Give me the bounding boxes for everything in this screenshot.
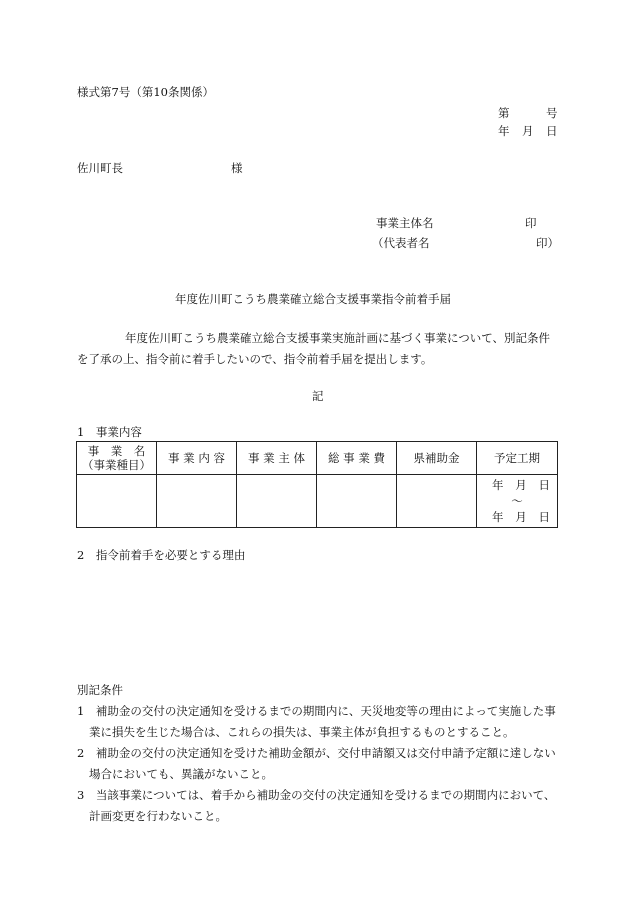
header-project-entity: 事 業 主 体 — [237, 442, 317, 475]
header-project-content: 事 業 内 容 — [157, 442, 237, 475]
addressee-name: 佐川町長 — [77, 161, 123, 175]
period-tilde: ～ — [511, 494, 523, 508]
section2-heading: 2 指令前着手を必要とする理由 — [77, 548, 246, 562]
representative-label: （代表者名 — [372, 236, 430, 250]
period-end-month: 月 — [515, 510, 527, 524]
form-number: 様式第7号（第10条関係） — [77, 85, 214, 99]
period-start-month: 月 — [515, 478, 527, 492]
date-month: 月 — [522, 124, 534, 138]
cell-project-name[interactable] — [77, 475, 157, 528]
condition-item-1: 1 補助金の交付の決定通知を受けるまでの期間内に、天災地変等の理由によって実施した事業に損失を生じた場合は、これらの損失は、事業主体が負担するものとすること。 — [77, 704, 556, 739]
period-end-year: 年 — [492, 510, 504, 524]
document-title: 年度佐川町こうち農業確立総合支援事業指令前着手届 — [175, 292, 451, 306]
applicant-label: 事業主体名 — [376, 216, 434, 230]
date-year: 年 — [498, 124, 510, 138]
body-text: 年度佐川町こうち農業確立総合支援事業実施計画に基づく事業について、別記条件を了承の上、指令前に着手したいので、指令前着手届を提出します。 — [77, 331, 551, 366]
section1-heading: 1 事業内容 — [77, 425, 142, 439]
doc-number-go: 号 — [546, 106, 558, 120]
applicant-seal: 印 — [525, 216, 537, 230]
header-project-name-line1: 事 業 名 — [87, 444, 146, 458]
condition-item-3: 3 当該事業については、着手から補助金の交付の決定通知を受けるまでの期間内において、計画変更を行わないこと。 — [77, 788, 556, 823]
conditions-heading: 別記条件 — [77, 683, 123, 697]
header-project-name-line2: （事業種目） — [82, 458, 151, 472]
header-total-cost: 総 事 業 費 — [317, 442, 397, 475]
header-scheduled-period: 予定工期 — [477, 442, 558, 475]
cell-total-cost[interactable] — [317, 475, 397, 528]
period-end — [477, 509, 557, 525]
cell-prefectural-subsidy[interactable] — [397, 475, 477, 528]
ki-label: 記 — [312, 389, 324, 403]
period-start — [477, 477, 557, 493]
condition-item-2: 2 補助金の交付の決定通知を受けた補助金額が、交付申請額又は交付申請予定額に達しない場合においても、異議がないこと。 — [77, 746, 556, 781]
cell-project-entity[interactable] — [237, 475, 317, 528]
cell-scheduled-period[interactable] — [477, 475, 558, 528]
header-prefectural-subsidy: 県補助金 — [397, 442, 477, 475]
table-header-row — [77, 442, 558, 475]
date-day: 日 — [546, 124, 558, 138]
addressee-honorific: 様 — [231, 161, 243, 175]
project-table — [76, 441, 558, 528]
representative-seal: 印） — [536, 236, 559, 250]
header-project-name — [77, 442, 157, 475]
table-row — [77, 475, 558, 528]
doc-number-dai: 第 — [498, 106, 510, 120]
period-end-day: 日 — [538, 510, 550, 524]
period-start-year: 年 — [492, 478, 504, 492]
conditions-block — [77, 680, 559, 827]
cell-project-content[interactable] — [157, 475, 237, 528]
period-start-day: 日 — [538, 478, 550, 492]
